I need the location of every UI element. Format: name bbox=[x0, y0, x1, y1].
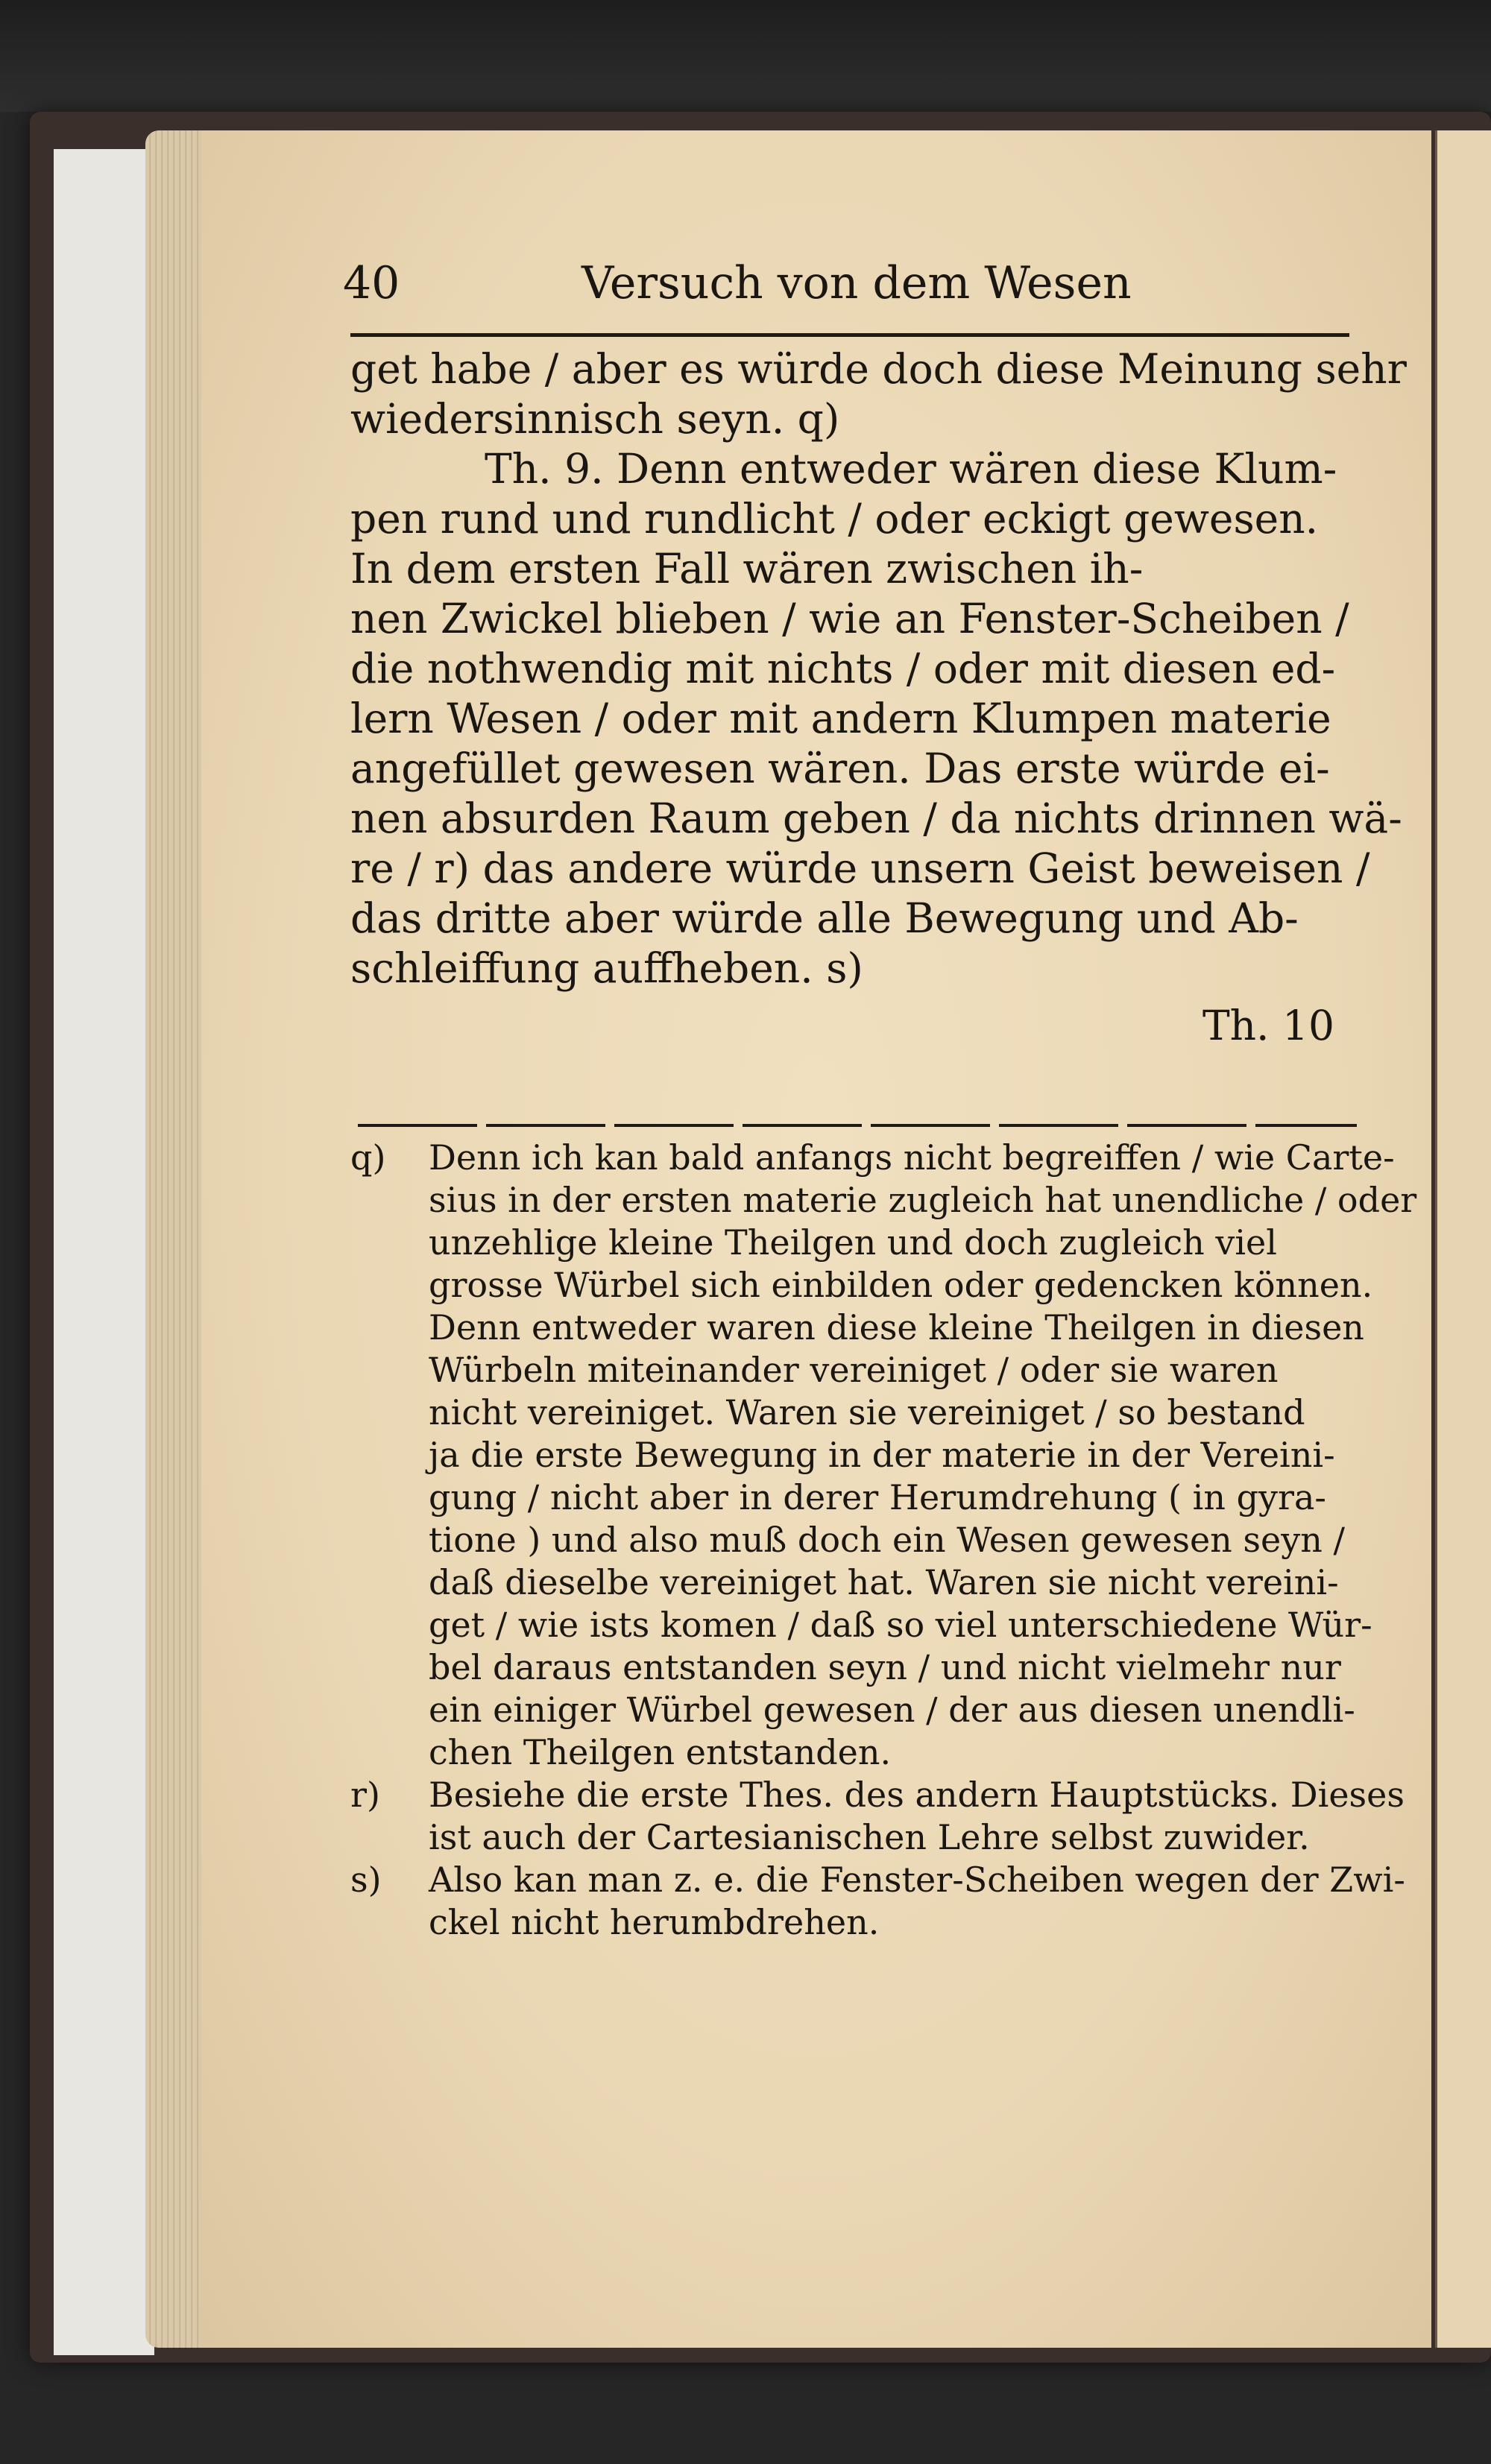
footnote-line: get / wie ists komen / daß so viel unterschiedene Wür- bbox=[429, 1605, 1372, 1645]
footnote-line: ein einiger Würbel gewesen / der aus diesen unendli- bbox=[429, 1690, 1355, 1730]
footnote-label: q) bbox=[350, 1137, 386, 1178]
catchword: Th. 10 bbox=[1202, 1002, 1334, 1049]
footnote-line: bel daraus entstanden seyn / und nicht vielmehr nur bbox=[429, 1647, 1341, 1687]
footnote-line: ckel nicht herumbdrehen. bbox=[429, 1902, 880, 1942]
footnote-line: nicht vereiniget. Waren sie vereiniget / so bestand bbox=[429, 1392, 1305, 1432]
footnote-line: ja die erste Bewegung in der materie in der Vereini- bbox=[429, 1435, 1335, 1475]
facing-page-edge bbox=[1435, 130, 1491, 2348]
running-title: Versuch von dem Wesen bbox=[581, 257, 1132, 309]
footnote-s bbox=[350, 1859, 1405, 1944]
body-line: pen rund und rundlicht / oder eckigt gewesen. bbox=[350, 495, 1319, 543]
body-line: Th. 9. Denn entweder wären diese Klum- bbox=[485, 445, 1337, 493]
body-line: angefüllet gewesen wären. Das erste würde ei- bbox=[350, 745, 1330, 792]
footnote-label: s) bbox=[350, 1860, 382, 1900]
footnote-line: chen Theilgen entstanden. bbox=[429, 1732, 892, 1772]
footnote-line: gung / nicht aber in derer Herumdrehung ( in gyra- bbox=[429, 1477, 1326, 1517]
footnote-line: tione ) und also muß doch ein Wesen gewesen seyn / bbox=[429, 1520, 1345, 1560]
endpaper bbox=[54, 149, 154, 2355]
footnote-line: Denn ich kan bald anfangs nicht begreiffen / wie Carte- bbox=[429, 1137, 1395, 1178]
footnote-label: r) bbox=[350, 1775, 380, 1815]
footnote-line: Denn entweder waren diese kleine Theilgen in diesen bbox=[429, 1307, 1364, 1348]
footnotes bbox=[350, 1137, 1417, 1944]
body-line: re / r) das andere würde unsern Geist beweisen / bbox=[350, 844, 1370, 892]
footnote-line: Also kan man z. e. die Fenster-Scheiben wegen der Zwi- bbox=[429, 1860, 1405, 1900]
body-text bbox=[350, 344, 1407, 1051]
body-line: schleiffung auffheben. s) bbox=[350, 944, 863, 992]
body-line: nen Zwickel blieben / wie an Fenster-Scheiben / bbox=[350, 595, 1349, 642]
page-number: 40 bbox=[343, 257, 400, 309]
body-line: die nothwendig mit nichts / oder mit diesen ed- bbox=[350, 645, 1336, 692]
body-line: nen absurden Raum geben / da nichts drinnen wä- bbox=[350, 795, 1402, 842]
footnote-r bbox=[350, 1774, 1405, 1859]
footnote-line: ist auch der Cartesianischen Lehre selbst zuwider. bbox=[429, 1817, 1310, 1857]
footnote-rule bbox=[358, 1124, 1357, 1127]
footnote-q bbox=[350, 1137, 1417, 1774]
footnote-line: Würbeln miteinander vereiniget / oder sie waren bbox=[429, 1350, 1279, 1390]
body-line: das dritte aber würde alle Bewegung und Ab- bbox=[350, 894, 1299, 942]
body-line: In dem ersten Fall wären zwischen ih- bbox=[350, 545, 1144, 593]
body-line: wiedersinnisch seyn. q) bbox=[350, 395, 840, 443]
backdrop bbox=[0, 0, 1491, 112]
footnote-line: sius in der ersten materie zugleich hat unendliche / oder bbox=[429, 1180, 1417, 1220]
footnote-line: daß dieselbe vereiniget hat. Waren sie nicht vereini- bbox=[429, 1562, 1339, 1602]
head-rule bbox=[350, 333, 1349, 337]
footnote-line: grosse Würbel sich einbilden oder gedencken können. bbox=[429, 1265, 1373, 1305]
footnote-line: unzehlige kleine Theilgen und doch zugleich viel bbox=[429, 1222, 1277, 1263]
footnote-line: Besiehe die erste Thes. des andern Hauptstücks. Dieses bbox=[429, 1775, 1405, 1815]
body-line: get habe / aber es würde doch diese Meinung sehr bbox=[350, 345, 1407, 393]
running-head bbox=[343, 257, 1349, 317]
body-line: lern Wesen / oder mit andern Klumpen materie bbox=[350, 695, 1331, 742]
